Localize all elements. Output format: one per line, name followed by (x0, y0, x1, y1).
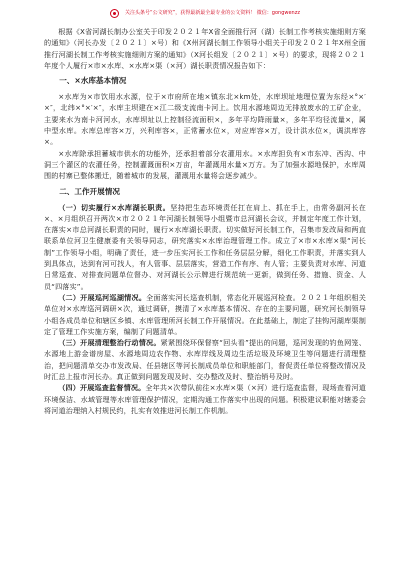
document-body (44, 26, 366, 416)
section-2-paragraph-4 (44, 382, 366, 416)
section-2-title: 二、工作开展情况 (59, 186, 120, 196)
wechat-logo-icon (110, 9, 119, 18)
section-2-text-2: 全面落实河长巡查机制，常态化开展巡河检查。２０２１年组织相关单位对×水库巡河调研×次，通过调研，摸清了×水库基本情况、存在的主要问题，研究河长制领导小组各成员单位和辖区乡镇、水库管理所河长制工作开展情况。在此基础上，制定了挂钩河湖库渠制定了管理工作实施方案，编制了问题清单。 (44, 292, 366, 336)
banner-text: 关注头条号“公文研究”，获得最新最全最专业的公文资料！ 微信：gongwenzz (125, 10, 300, 16)
section-2-paragraph-1 (44, 202, 366, 292)
section-2-text-4: 全年共×次带队前往×水库×渠（×河）进行巡查监督，现场查看河道环境保洁、水域管理等水库管理保护情况，定期沟通工作落实中出现的问题。积极建议职能对辖委会将河道治理纳入村规民约，扎实有效推进河长制工作机制。 (44, 383, 366, 415)
section-2-paragraph-2 (44, 292, 366, 337)
section-2-subtitle-4: （四）开展巡查监督情况。 (58, 383, 146, 393)
section-1-paragraph-1: ×水库为×市饮用水水源，位于×市府所在地×镇东北×km处，水库坝址地理位置为东经×°×′×″，北纬×°×′×″，水库主坝建在×江二级支流南卡河上。饮用水源地周边无排放废水的工矿企业，主要来水为南卡河河水，水库坝址以上控制径流面积×，多年平均降雨量×，多年平均径流量×，属中型水库。水库总库容×万，兴利库容×，正常蓄水位×，对应库容×万，设计洪水位×，调洪库容×。 (44, 92, 366, 147)
section-2-subtitle-2: （二）开展巡河巡湖情况。 (58, 292, 147, 302)
section-2-subtitle-1: （一）切实履行×水库湖长职责。 (58, 202, 171, 212)
section-2-paragraph-3 (44, 337, 366, 382)
section-2-text-1: 坚持把生态环境责任扛在肩上、抓在手上，由常务副河长在×、×月组织召开两次×市２０２１年河湖长制领导小组暨市总河湖长会议，并制定年度工作计划，在落实×市总河湖长职责的同时，履行×水库湖长职责。切实做好河长制工作，召集市发改局和两直联系单位河卫生健康委有关领导同志，研究落实×水库治理管理工作。成立了×市×水库×渠“河长制”工作领导小组，明确了责任，进一步压实河长工作和任务层层分解，细化工作职责，并落实到人到具体点，达到有河可找人，有人管事、层层落实，营造工作有序、有人管；主要负责对水库、河道日常巡查、对排查问题单位督办、对河湖长公示牌进行规范统一更新，做到任务、措施、资金、人员“四落实”。 (44, 202, 366, 291)
intro-paragraph: 根据《X省河湖长制办公室关于印发２０２１年X省全面推行河（湖）长制工作考核实施细则方案的通知》（河长办发〔２０２１〕×号）和《X州河湖长制工作领导小组关于印发２０２１年X州全面推行河湖长制工作考核实施细则方案的通知》（X河长组发〔２０２１〕×号）的要求，现将２０２１年度个人履行×市×水库、×水库×渠（×河）湖长职责情况报告如下： (44, 27, 366, 70)
section-1-paragraph-2: ×水库除承担蓄城市供水的功能外，还承担着部分农灌用水。×水库担负有×市东冲、西沟、中洞三个灌区的农灌任务，控制灌溉面积×万亩，年灌溉用水量×万方。为了加强水源地保护，水库周围的村寨已整体搬迁，随着城市的发展，灌溉用水量将会逐步减少。 (44, 148, 366, 181)
section-2-subtitle-3: （三）开展清理整治行动情况。 (58, 338, 161, 348)
section-1-title: 一、×水库基本情况 (59, 76, 127, 86)
top-banner (40, 8, 370, 19)
section-2-text-3: 紧紧围绕环保督察“回头看”提出的问题，巡河发现的钓鱼网笼、水源地上游金谱房屋、水源地周边农作物、水库岸线及周边生活垃圾及环境卫生等问题进行清理整治，把问题清单交办市发改局、任县辖区等河长制成员单位和职能部门，督促责任单位将整改情况及时汇总上报市河长办。真正做到问题发现及时、交办整改及时、整治销号及时。 (44, 338, 366, 382)
